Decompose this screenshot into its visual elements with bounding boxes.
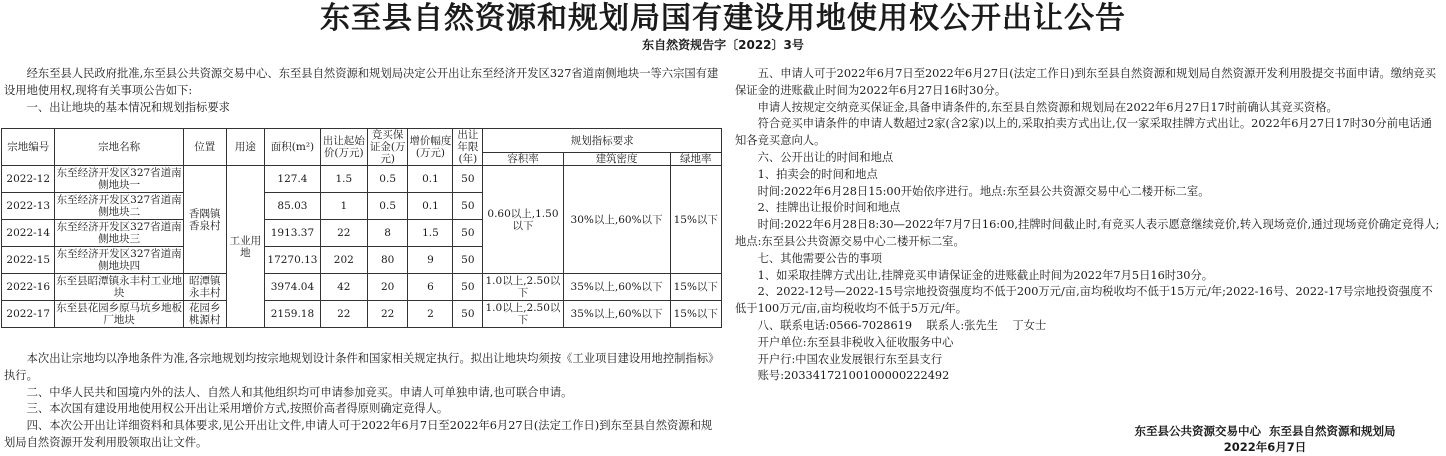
header-increment: 增价幅度(万元) xyxy=(408,129,453,166)
cell-increment: 2 xyxy=(408,301,453,328)
auction-time-text: 时间:2022年6月28日15:00开始依序进行。地点:东至县公共资源交易中心二楼开标二室。 xyxy=(757,184,1210,198)
cell-location: 花园乡桃源村 xyxy=(183,301,226,328)
auction-method-paragraph: 符合竞买申请条件的申请人数超过2家(含2家)以上的,采取拍卖方式出让,仅一家采取挂牌方式出让。2022年6月27日17时30分前电话通知各竞买意向人。 xyxy=(735,117,1432,148)
header-green: 绿地率 xyxy=(670,153,721,166)
right-column xyxy=(735,66,1441,385)
cell-no: 2022-16 xyxy=(2,274,55,301)
bank-line: 开户行:中国农业发展银行东至县支行 xyxy=(757,352,943,366)
header-plan: 规划指标要求 xyxy=(483,129,722,153)
cell-no: 2022-15 xyxy=(2,247,55,274)
cell-area: 2159.18 xyxy=(265,301,321,328)
cell-deposit: 0.5 xyxy=(367,166,408,193)
cell-deposit: 22 xyxy=(367,301,408,328)
section-3-paragraph: 三、本次国有建设用地使用权公开出让采用增价方式,按照价高者得原则确定竞得人。 xyxy=(26,402,449,416)
header-use: 用途 xyxy=(226,129,265,166)
table-row xyxy=(2,166,722,193)
signature-orgs: 东至县公共资源交易中心 东至县自然资源和规划局 xyxy=(1134,424,1396,438)
section-6-heading: 六、公开出让的时间和地点 xyxy=(757,150,894,164)
header-location: 位置 xyxy=(183,129,226,166)
listing-time-text: 时间:2022年6月28日8:30—2022年7月7日16:00,挂牌时间截止时,有竞买人表示愿意继续竞价,转入现场竞价,通过现场竞价确定竞得人;地点:东至县公共资源交易中心二楼开标二室。 xyxy=(735,218,1440,248)
cell-density: 30%以上,60%以下 xyxy=(563,166,670,274)
after-table-paragraph: 本次出让宗地均以净地条件为准,各宗地规划均按宗地规划设计条件和国家相关规定执行。拟出让地块均须按《工业项目建设用地控制指标》执行。 xyxy=(4,352,720,382)
contact-line: 八、联系电话:0566-7028619 联系人:张先生 丁女士 xyxy=(757,318,1047,332)
cell-term: 50 xyxy=(453,301,483,328)
qualification-paragraph: 申请人按规定交纳竞买保证金,具备申请条件的,东至县自然资源和规划局在2022年6月27日17时前确认其竞买资格。 xyxy=(757,100,1338,114)
cell-name: 东至县昭潭镇永丰村工业地块 xyxy=(56,275,183,299)
cell-increment: 0.1 xyxy=(408,166,453,193)
cell-price: 202 xyxy=(320,247,367,274)
cell-green: 15%以下 xyxy=(670,274,721,301)
account-line: 账号:20334172100100000222492 xyxy=(757,369,950,383)
cell-green: 15%以下 xyxy=(670,166,721,274)
cell-price: 1 xyxy=(320,193,367,220)
cell-name: 东至县花园乡原马坑乡地板厂地块 xyxy=(56,302,183,326)
cell-term: 50 xyxy=(453,193,483,220)
cell-price: 22 xyxy=(320,301,367,328)
auction-time-heading: 1、拍卖会的时间和地点 xyxy=(757,167,878,181)
cell-no: 2022-13 xyxy=(2,193,55,220)
cell-location: 香隅镇香泉村 xyxy=(183,166,226,274)
cell-term: 50 xyxy=(453,166,483,193)
cell-no: 2022-14 xyxy=(2,220,55,247)
cell-density: 35%以上,60%以下 xyxy=(563,274,670,301)
plot-table xyxy=(1,128,722,328)
section-7-item-2: 2、2022-12号—2022-15号宗地投资强度均不低于200万元/亩,亩均税收均不低于15万元/年;2022-16号、2022-17号宗地投资强度不低于100万元/亩,亩均税收均不低于5万元/年。 xyxy=(735,285,1433,316)
header-deposit: 竞买保证金(万元) xyxy=(367,129,408,166)
cell-price: 1.5 xyxy=(320,166,367,193)
section-4-paragraph: 四、本次公开出让详细资料和具体要求,见公开出让文件,申请人可于2022年6月7日至2022年6月27日(法定工作日)到东至县自然资源和规划局自然资源开发利用股领取出让文件。 xyxy=(4,419,713,449)
section-5-paragraph: 五、申请人可于2022年6月7日至2022年6月27日(法定工作日)到东至县自然资源和规划局自然资源开发利用股提交书面申请。缴纳竞买保证金的进账截止时间为2022年6月27日16时30分。 xyxy=(735,67,1436,97)
cell-density: 35%以上,60%以下 xyxy=(563,301,670,328)
bank-unit-line: 开户单位:东至县非税收入征收服务中心 xyxy=(757,335,954,349)
cell-deposit: 80 xyxy=(367,247,408,274)
cell-no: 2022-12 xyxy=(2,166,55,193)
header-far: 容积率 xyxy=(483,153,563,166)
cell-use: 工业用地 xyxy=(226,166,265,328)
header-name: 宗地名称 xyxy=(55,129,183,166)
header-area: 面积(m²) xyxy=(265,129,321,166)
left-column-body xyxy=(4,351,722,452)
cell-deposit: 0.5 xyxy=(367,193,408,220)
cell-deposit: 8 xyxy=(367,220,408,247)
section-1-heading: 一、出让地块的基本情况和规划指标要求 xyxy=(26,100,230,114)
cell-area: 1913.37 xyxy=(265,220,321,247)
cell-deposit: 20 xyxy=(367,274,408,301)
cell-far: 0.60以上,1.50以下 xyxy=(483,166,563,274)
notice-title: 东至县自然资源和规划局国有建设用地使用权公开出让公告 xyxy=(320,1,1126,36)
cell-far: 1.0以上,2.50以下 xyxy=(483,301,563,328)
cell-increment: 6 xyxy=(408,274,453,301)
section-7-item-1: 1、如采取挂牌方式出让,挂牌竞买申请保证金的进账截止时间为2022年7月5日16时30分。 xyxy=(757,268,1214,282)
cell-name: 东至经济开发区327省道南侧地块四 xyxy=(56,248,182,272)
table-row xyxy=(2,301,722,328)
signature-block xyxy=(1060,423,1446,455)
listing-time-heading: 2、挂牌出让报价时间和地点 xyxy=(757,201,901,215)
header-term: 出让年限(年) xyxy=(453,129,483,166)
table-row xyxy=(2,274,722,301)
cell-increment: 9 xyxy=(408,247,453,274)
cell-increment: 0.1 xyxy=(408,193,453,220)
cell-term: 50 xyxy=(453,247,483,274)
intro-paragraph: 经东至县人民政府批准,东至县公共资源交易中心、东至县自然资源和规划局决定公开出让东至经济开发区327省道南侧地块一等六宗国有建设用地使用权,现将有关事项公告如下: xyxy=(4,67,719,97)
cell-increment: 1.5 xyxy=(408,220,453,247)
section-2-paragraph: 二、中华人民共和国境内外的法人、自然人和其他组织均可申请参加竞买。申请人可单独申请,也可联合申请。 xyxy=(26,385,573,399)
header-no: 宗地编号 xyxy=(2,129,55,166)
cell-term: 50 xyxy=(453,274,483,301)
cell-price: 22 xyxy=(320,220,367,247)
cell-term: 50 xyxy=(453,220,483,247)
cell-green: 15%以下 xyxy=(670,301,721,328)
cell-area: 85.03 xyxy=(265,193,321,220)
cell-name: 东至经济开发区327省道南侧地块二 xyxy=(56,194,182,218)
signature-date: 2022年6月7日 xyxy=(1223,440,1307,454)
cell-no: 2022-17 xyxy=(2,301,55,328)
document-number: 东自然资规告字〔2022〕3号 xyxy=(642,38,804,52)
header-density: 建筑密度 xyxy=(563,153,670,166)
cell-far: 1.0以上,2.50以下 xyxy=(483,274,563,301)
left-column-intro xyxy=(4,66,722,116)
cell-name: 东至经济开发区327省道南侧地块一 xyxy=(56,167,182,191)
cell-area: 127.4 xyxy=(265,166,321,193)
header-start-price: 出让起始价(万元) xyxy=(320,129,367,166)
cell-name: 东至经济开发区327省道南侧地块三 xyxy=(56,221,182,245)
cell-area: 3974.04 xyxy=(265,274,321,301)
cell-area: 17270.13 xyxy=(265,247,321,274)
cell-location: 昭潭镇永丰村 xyxy=(183,274,226,301)
section-7-heading: 七、其他需要公告的事项 xyxy=(757,251,882,265)
cell-price: 42 xyxy=(320,274,367,301)
